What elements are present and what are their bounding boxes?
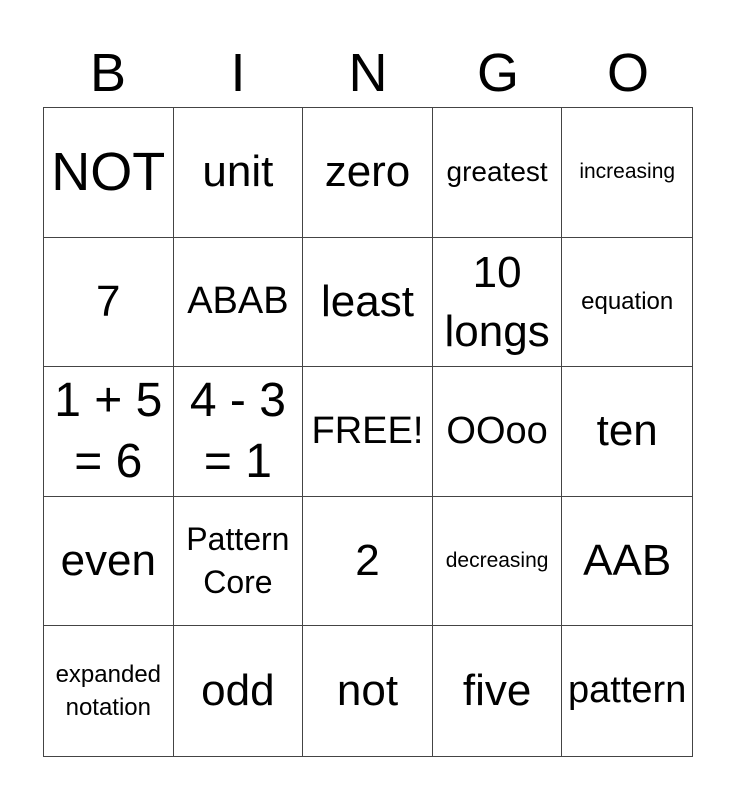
bingo-cell[interactable]: ABAB [174,238,304,368]
header-letter-o: O [606,43,649,103]
bingo-cell[interactable]: 4 - 3 = 1 [174,367,304,497]
bingo-cell[interactable]: AAB [562,497,692,627]
bingo-cell[interactable]: 10 longs [433,238,563,368]
header-letter-b: B [89,43,127,103]
bingo-cell[interactable]: ten [562,367,692,497]
header-letter-g: G [476,43,519,103]
bingo-board [43,107,693,757]
bingo-cell[interactable]: expanded notation [44,626,174,756]
header-letter-n: N [348,43,388,103]
bingo-cell[interactable]: increasing [562,108,692,238]
bingo-cell[interactable]: greatest [433,108,563,238]
bingo-cell[interactable]: Pattern Core [174,497,304,627]
bingo-cell[interactable]: pattern [568,669,687,712]
bingo-cell[interactable]: 2 [303,497,433,627]
bingo-cell[interactable]: decreasing [433,497,563,627]
bingo-cell[interactable]: five [433,626,563,756]
bingo-cell[interactable]: equation [562,238,692,368]
bingo-cell[interactable]: NOT [44,108,174,238]
bingo-cell[interactable]: 1 + 5 = 6 [44,367,174,497]
bingo-cell[interactable]: OOoo [433,367,563,497]
bingo-cell[interactable]: even [44,497,174,627]
free-space-cell[interactable]: FREE! [303,367,433,497]
bingo-cell[interactable]: least [303,238,433,368]
bingo-cell[interactable]: odd [174,626,304,756]
bingo-cell[interactable]: not [303,626,433,756]
bingo-cell[interactable]: unit [174,108,304,238]
bingo-cell[interactable]: zero [303,108,433,238]
bingo-header [43,38,693,108]
header-letter-i: I [230,43,246,103]
bingo-cell[interactable]: 7 [44,238,174,368]
